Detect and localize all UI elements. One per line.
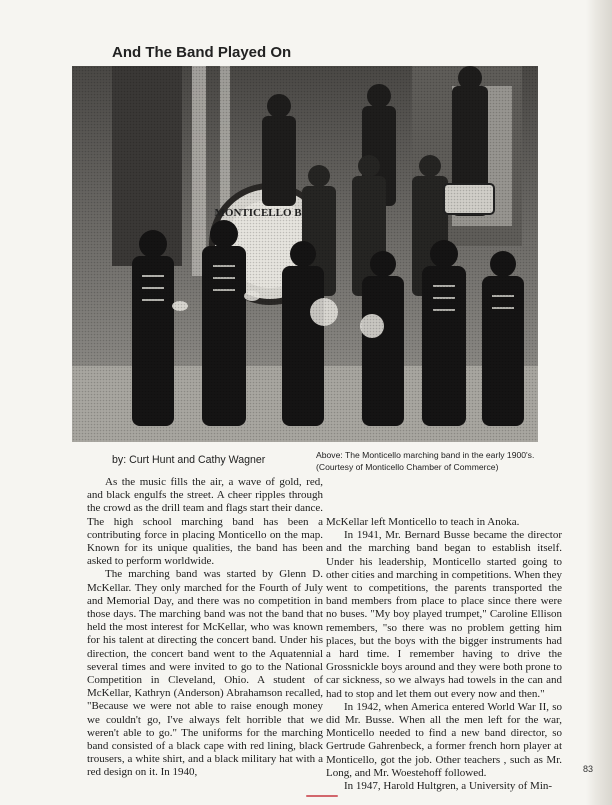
paragraph: In 1947, Harold Hultgren, a University of Min-	[344, 780, 553, 793]
paragraph: In 1942, when America entered World War II, so did Mr. Busse. When all the men left for the war, Monticello needed to find a new band director, so Gertrude Gahrenbeck, a former french horn player at Monticello, got the job. Other teachers , such as Mr. Long, and Mr. Woestehoff followed.	[326, 700, 562, 779]
red-ink-mark	[306, 795, 338, 797]
paragraph: In 1941, Mr. Bernard Busse became the director and the marching band began to establish itself. Under his leadership, Monticello started going to other cities and marching in competitions. When they went to competitions, the parents transported the band members from place to place since there were no buses. "My boy played trumpet," Caroline Ellison remembers, "so there was no problem getting him places, but the boys with the bigger instruments had a hard time. I remember having to drive the Grossnickle boys around and they were both prone to car sickness, so we always had towels in the can and had to stop and let them out every now and then."	[326, 529, 562, 700]
page-number: 83	[583, 764, 594, 774]
paragraph: As the music fills the air, a wave of gold, red, and black engulfs the street. A cheer ripples through the crowd as the drill team and flags start their dance. The high school marching band has been a contributing force in placing Monticello on the map. Known for its unique qualities, the band has been asked to perform worldwide.	[87, 476, 323, 568]
band-photograph	[72, 66, 538, 442]
page-edge-shadow	[586, 0, 612, 805]
article-title: And The Band Played On	[112, 44, 292, 61]
right-text-column	[326, 516, 562, 793]
paragraph: The marching band was started by Glenn D. McKellar. They only marched for the Fourth of July and Memorial Day, and there was no competition in those days. The marching band was not the band that held the most interest for McKellar, who was known for his talent at directing the concert band. Under his direction, the concert band went to the Aquatennial several times and were invited to go to the National Competition in Cleveland, Ohio. A student of McKellar, Kathryn (Anderson) Abrahamson recalled, "Because we were not able to raise enough money we couldn't go, I've always felt horrible that we weren't able to go." The uniforms for the marching band consisted of a black cape with red lining, black trousers, a white shirt, and a black military hat with a red design on it. In 1940,	[87, 568, 323, 779]
photo-caption: Above: The Monticello marching band in the early 1900's. (Courtesy of Monticello Chamber of Commerce)	[316, 450, 535, 472]
left-text-column	[87, 476, 323, 780]
paragraph-continued: McKellar left Monticello to teach in Anoka.	[326, 516, 520, 528]
byline: by: Curt Hunt and Cathy Wagner	[112, 454, 266, 466]
